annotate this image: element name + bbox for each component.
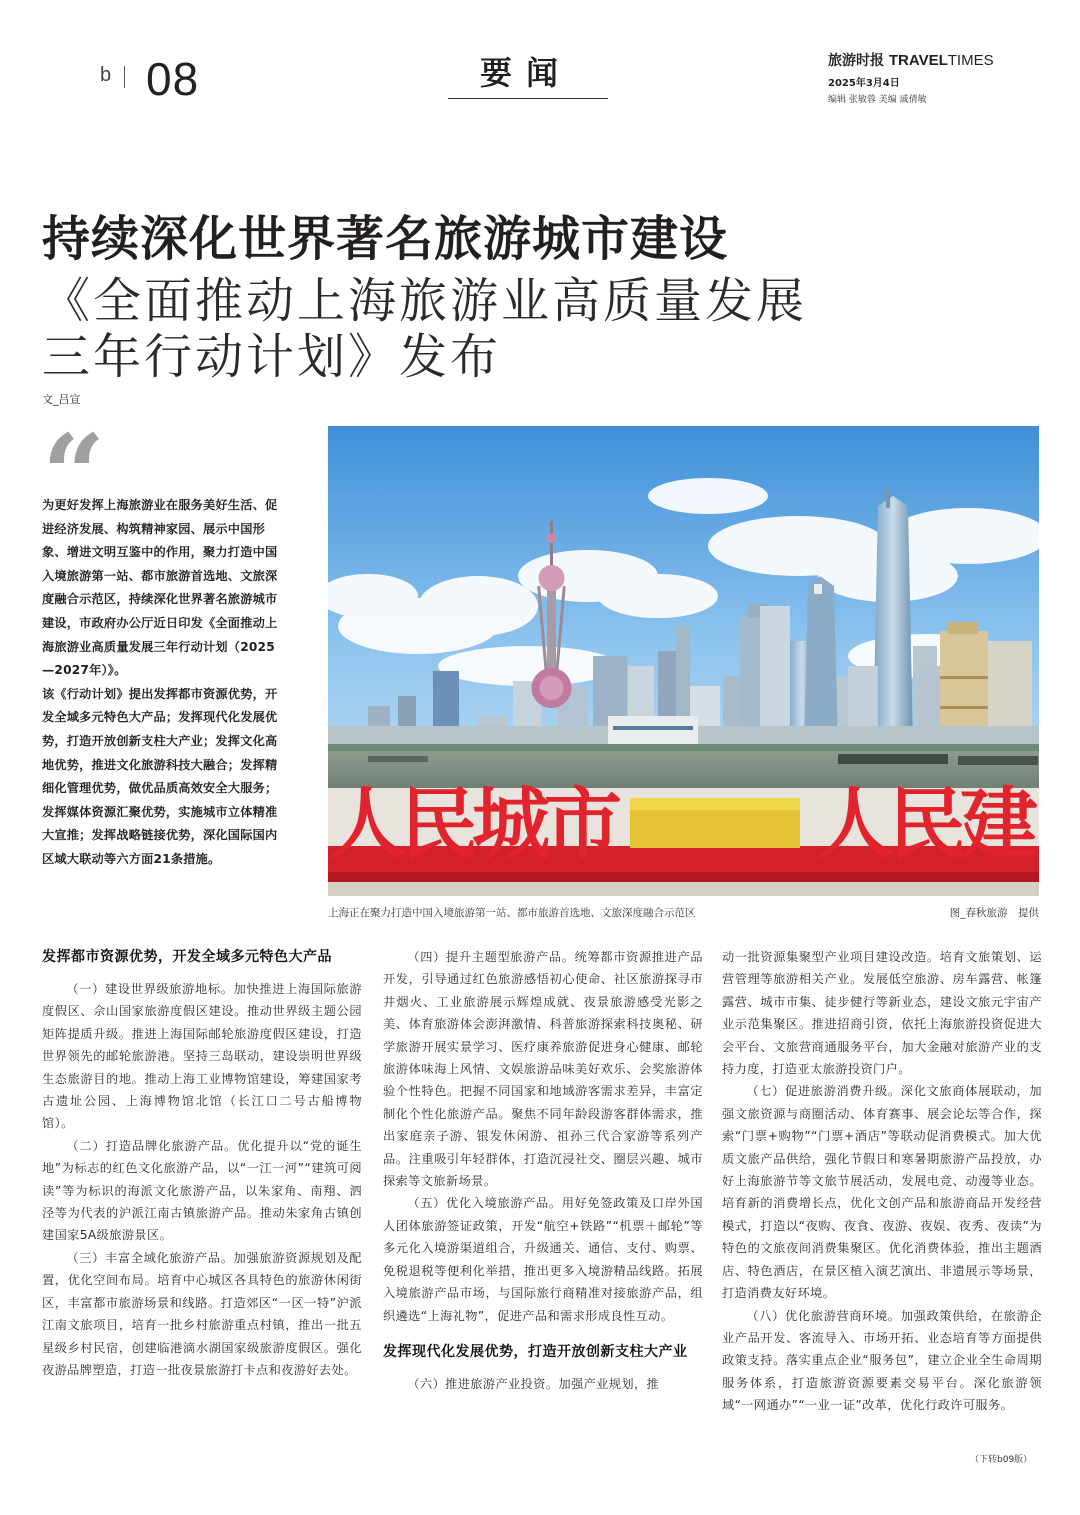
page-number: 08	[146, 53, 200, 105]
body-paragraph: （五）优化入境旅游产品。用好免签政策及口岸外国人团体旅游签证政策，开发“航空+铁路”“机票＋邮轮”等多元化入境游渠道组合，升级通关、通信、支付、购票、免税退税等便利化举措，推出更多入境游精品线路。拓展入境旅游产品市场，与国际旅行商精准对接旅游产品，组织遴选“上海礼物”，促进产品和需求形成良性互动。	[383, 1196, 703, 1323]
section-heading-2: 发挥现代化发展优势，打造开放创新支柱大产业	[383, 1343, 688, 1360]
headline: 持续深化世界著名旅游城市建设	[42, 211, 729, 267]
body-column-2	[383, 946, 703, 1395]
body-paragraph: （七）促进旅游消费升级。深化文旅商体展联动，加强文旅资源与商圈活动、体育赛事、展会论坛等合作，探索“门票+购物”“门票+酒店”等联动促消费模式。加大优质文旅产品供给，强化节假日和寒暑期旅游产品投放，办好上海旅游节等文旅节展活动，发展电竞、动漫等业态。培育新的消费增长点，优化文创产品和旅游商品开发经营模式，打造以“夜购、夜食、夜游、夜娱、夜秀、夜读”为特色的文旅夜间消费集聚区。优化消费体验，推出主题酒店、特色酒店，在景区植入演艺演出、非遗展示等场景，打造消费友好环境。	[722, 1084, 1042, 1301]
body-paragraph: （四）提升主题型旅游产品。统筹都市资源推进产品开发，引导通过红色旅游感悟初心使命、社区旅游探寻市井烟火、工业旅游展示辉煌成就、夜景旅游感受光影之美、体育旅游体会澎湃激情、科普旅游探索科技奥秘、研学旅游开展实景学习、医疗康养旅游促进身心健康、邮轮旅游体味海上风情、文娱旅游品味美好欢乐、会奖旅游体验个性特色。把握不同国家和地域游客需求差异，丰富定制化个性化旅游产品。聚焦不同年龄段游客群体需求，推出家庭亲子游、银发休闲游、祖孙三代合家游等系列产品。注重吸引年轻群体，打造沉浸社交、圈层兴趣、城市探索等文旅新场景。	[383, 950, 703, 1189]
brand-cn: 旅游时报	[828, 53, 884, 69]
sign-text-right: 人民建	[816, 780, 1033, 870]
body-column-1	[42, 946, 362, 1381]
section-title: 要闻	[480, 54, 573, 92]
brand-en-bold: TRAVEL	[888, 52, 948, 69]
quote-mark-icon: “	[42, 410, 106, 539]
lead-paragraphs	[42, 494, 286, 872]
shanghai-skyline-illustration	[328, 426, 1039, 896]
continued-on-note: （下转b09版）	[970, 1455, 1033, 1465]
photo-caption-block	[328, 905, 1039, 920]
body-paragraph: （三）丰富全域化旅游产品。加强旅游资源规划及配置，优化空间布局。培育中心城区各具特色的旅游休闲街区，丰富都市旅游场景和线路。打造郊区“一区一特”沪派江南文旅项目，培育一批乡村旅游重点村镇，推出一批五星级乡村民宿，创建临港滴水湖国家级旅游度假区。强化夜游品牌塑造，打造一批夜景旅游打卡点和夜游好去处。	[42, 1250, 362, 1377]
body-paragraph-continued: 动一批资源集聚型产业项目建设改造。培育文旅策划、运营管理等旅游相关产业。发展低空旅游、房车露营、帐篷露营、城市市集、徒步健行等新业态，建设文旅元宇宙产业示范集聚区。推进招商引资，依托上海旅游投资促进大会平台、文旅营商通服务平台，加大金融对旅游产业的支持力度，打造亚太旅游投资门户。	[722, 950, 1042, 1077]
body-paragraph: （一）建设世界级旅游地标。加快推进上海国际旅游度假区、佘山国家旅游度假区建设。推动世界级主题公园矩阵提质升级。推进上海国际邮轮旅游度假区建设，打造世界领先的邮轮旅游港。坚持三岛联动，建设崇明世界级生态旅游目的地。推动上海工业博物馆建设，筹建国家考古遗址公园、上海博物馆北馆（长江口二号古船博物馆）。	[42, 982, 362, 1131]
body-paragraph: （八）优化旅游营商环境。加强政策供给，在旅游企业产品开发、客流导入、市场开拓、业态培育等方面提供政策支持。落实重点企业“服务包”，建立企业全生命周期服务体系，打造旅游资源要素交易平台。深化旅游领域“一网通办”“一业一证”改革，优化行政许可服务。	[722, 1308, 1042, 1413]
sign-text-left: 人民城市	[328, 780, 617, 870]
body-paragraph: （二）打造品牌化旅游产品。优化提升以“党的诞生地”为标志的红色文化旅游产品，以“一江一河”“建筑可阅读”等为标识的海派文化旅游产品，以朱家角、南翔、泗泾等为代表的沪派江南古镇旅游产品。推动朱家角古镇创建国家5A级旅游景区。	[42, 1138, 362, 1243]
photo-caption: 上海正在聚力打造中国入境旅游第一站、都市旅游首选地、文旅深度融合示范区	[328, 907, 696, 919]
lead-paragraph-1: 为更好发挥上海旅游业在服务美好生活、促进经济发展、构筑精神家园、展示中国形象、增进文明互鉴中的作用，聚力打造中国入境旅游第一站、都市旅游首选地、文旅深度融合示范区，持续深化世界著名旅游城市建设，市政府办公厅近日印发《全面推动上海旅游业高质量发展三年行动计划（2025—2027年）》。	[42, 498, 278, 678]
subheadline-line2: 三年行动计划》发布	[42, 329, 502, 385]
brand-name	[828, 50, 1028, 70]
divider	[124, 66, 125, 88]
section-heading-1: 发挥都市资源优势，开发全域多元特色大产品	[42, 949, 332, 965]
section-rule	[448, 98, 608, 99]
photo-credit: 图_春秋旅游 提供	[949, 907, 1039, 919]
brand-en-light: TIMES	[947, 52, 994, 69]
issue-date: 2025年3月4日	[828, 78, 900, 89]
newspaper-brand	[828, 50, 1028, 105]
skyline-photo	[328, 426, 1039, 896]
page-letter: b	[100, 64, 112, 86]
body-paragraph: （六）推进旅游产业投资。加强产业规划，推	[407, 1376, 660, 1391]
body-column-3	[722, 946, 1042, 1417]
lead-paragraph-2: 该《行动计划》提出发挥都市资源优势，开发全域多元特色大产品；发挥现代化发展优势，打造开放创新支柱大产业；发挥文化高地优势，推进文化旅游科技大融合；发挥精细化管理优势，做优品质高效安全大服务；发挥媒体资源汇聚优势，实施城市立体精准大宣推；发挥战略链接优势，深化国际国内区域大联动等六方面21条措施。	[42, 686, 278, 866]
byline: 文_吕宣	[42, 393, 81, 406]
subheadline-line1: 《全面推动上海旅游业高质量发展	[42, 273, 808, 329]
editors: 编辑 张敏蓉 美编 戚倩敏	[828, 95, 927, 105]
